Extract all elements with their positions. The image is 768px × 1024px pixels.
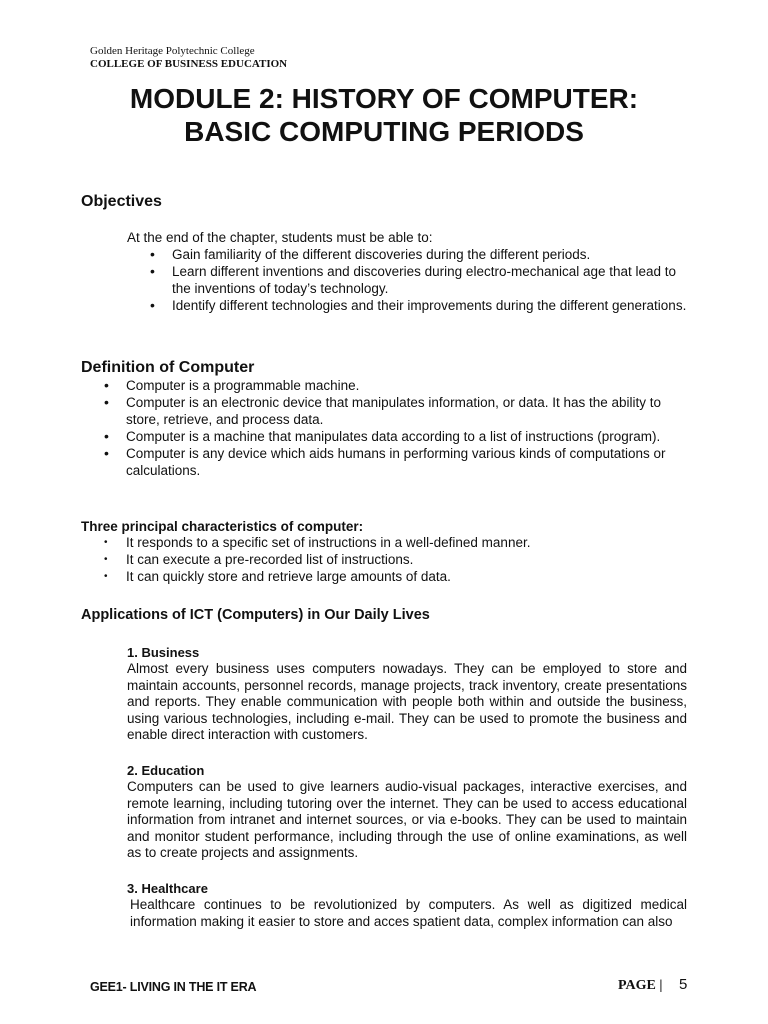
objectives-intro: At the end of the chapter, students must be able to:: [127, 230, 433, 245]
objectives-heading: Objectives: [81, 193, 162, 210]
footer-course: GEE1- LIVING IN THE IT ERA: [90, 980, 257, 994]
footer-page-label: PAGE |: [618, 978, 663, 993]
list-item: • Identify different technologies and their improvements during the different generations.: [148, 297, 688, 314]
objectives-list: [148, 246, 688, 314]
list-item: • Computer is any device which aids humans in performing various kinds of computations or calculations.: [102, 445, 688, 479]
footer-page-number: 5: [679, 976, 688, 993]
list-item: • It can execute a pre-recorded list of instructions.: [102, 551, 688, 568]
application-title: 3. Healthcare: [127, 881, 208, 896]
college-name: COLLEGE OF BUSINESS EDUCATION: [90, 58, 288, 70]
title-line-2: BASIC COMPUTING PERIODS: [184, 116, 584, 147]
definition-list: [102, 377, 688, 479]
list-item: • It responds to a specific set of instructions in a well-defined manner.: [102, 534, 688, 551]
application-text: Computers can be used to give learners audio-visual packages, interactive exercises, and remote learning, including tutoring over the internet. They can be used to access educational information from intranet and internet sources, or via e-books. They can be used to maintain and monitor student performance, including through the use of online examinations, as well as to create projects and assignments.: [127, 779, 687, 860]
list-item: • Learn different inventions and discoveries during electro-mechanical age that lead to the inventions of today’s technology.: [148, 263, 688, 297]
characteristics-heading: Three principal characteristics of computer:: [81, 519, 364, 534]
application-business: [127, 645, 687, 744]
application-title: 2. Education: [127, 763, 205, 778]
applications-heading: Applications of ICT (Computers) in Our Daily Lives: [81, 607, 430, 623]
list-item: • It can quickly store and retrieve large amounts of data.: [102, 568, 688, 585]
application-text: Healthcare continues to be revolutionized by computers. As well as digitized medical information making it easier to store and acces spatient data, complex information can also: [130, 897, 687, 929]
list-item: • Computer is a programmable machine.: [102, 377, 688, 394]
application-text: Almost every business uses computers nowadays. They can be employed to store and maintain accounts, personnel records, manage projects, track inventory, create presentations and reports. They enable communication with people both within and outside the business, using various technologies, including e-mail. They can be used to promote the business and enable direct interaction with customers.: [127, 661, 687, 742]
title-line-1: MODULE 2: HISTORY OF COMPUTER:: [129, 83, 639, 114]
definition-heading: Definition of Computer: [81, 359, 255, 376]
application-healthcare: [127, 881, 687, 930]
application-education: [127, 763, 687, 862]
page-title: [40, 82, 728, 148]
list-item: • Computer is an electronic device that manipulates information, or data. It has the ability to store, retrieve, and process data.: [102, 394, 688, 428]
list-item: • Gain familiarity of the different discoveries during the different periods.: [148, 246, 688, 263]
characteristics-list: [102, 534, 688, 585]
school-name: Golden Heritage Polytechnic College: [90, 45, 255, 57]
application-title: 1. Business: [127, 645, 200, 660]
list-item: • Computer is a machine that manipulates data according to a list of instructions (program).: [102, 428, 688, 445]
